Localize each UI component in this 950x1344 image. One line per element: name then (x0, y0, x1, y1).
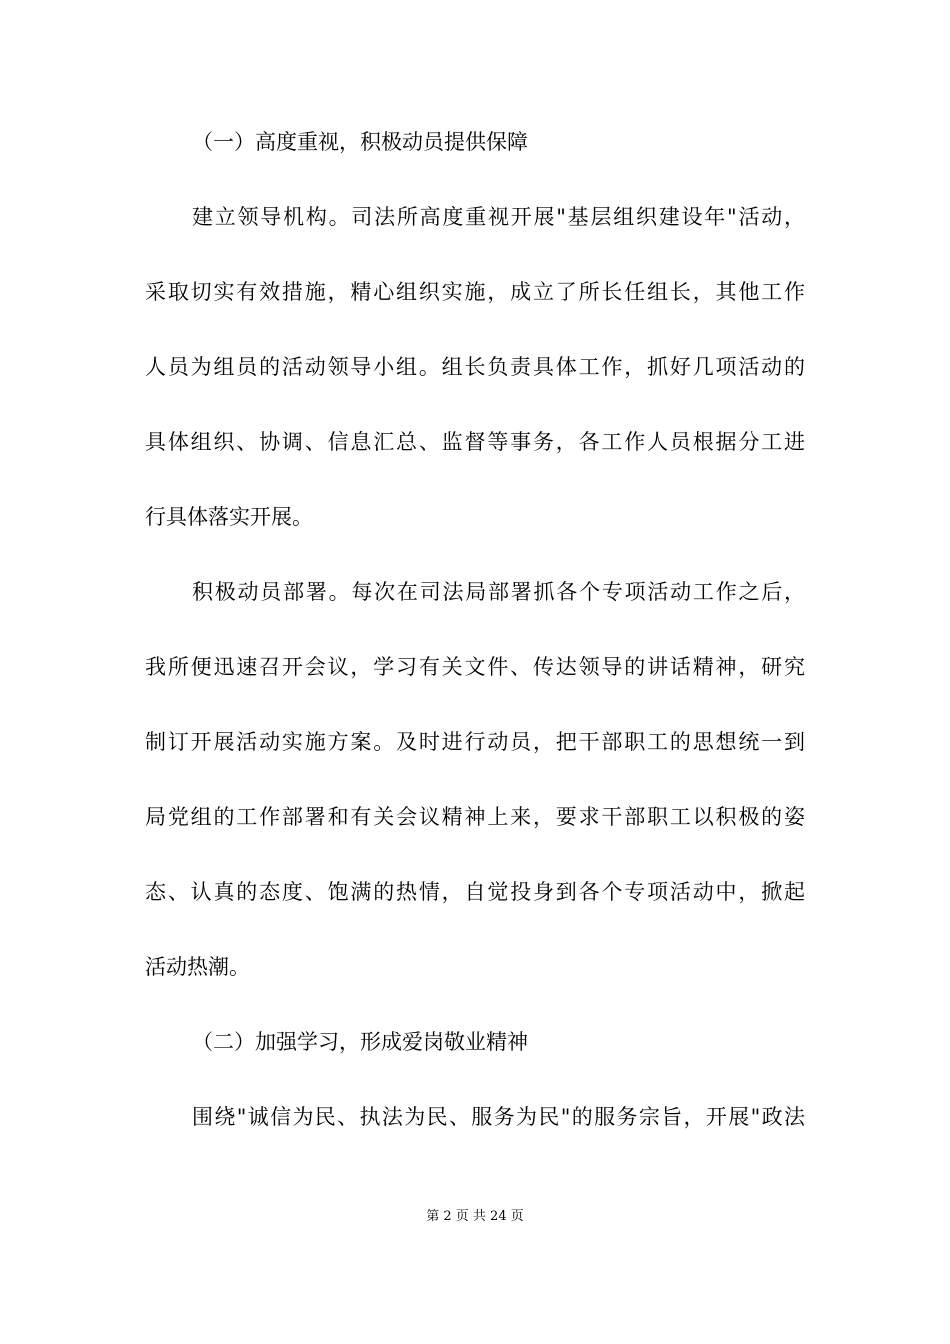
section-heading-2: （二）加强学习，形成爱岗敬业精神 (192, 1030, 528, 1054)
paragraph-2-line-6: 活动热潮。 (145, 955, 250, 979)
paragraph-2-line-2: 我所便迅速召开会议，学习有关文件、传达领导的讲话精神，研究 (145, 655, 805, 679)
paragraph-2-line-3: 制订开展活动实施方案。及时进行动员，把干部职工的思想统一到 (145, 730, 805, 754)
document-body (145, 130, 805, 1130)
paragraph-1-line-3: 人员为组员的活动领导小组。组长负责具体工作，抓好几项活动的 (145, 355, 805, 379)
paragraph-2-line-5: 态、认真的态度、饱满的热情，自觉投身到各个专项活动中，掀起 (145, 880, 805, 904)
page-number-label: 第 2 页 共 24 页 (426, 1209, 524, 1224)
paragraph-1-line-2: 采取切实有效措施，精心组织实施，成立了所长任组长，其他工作 (145, 280, 805, 304)
paragraph-1-line-1: 建立领导机构。司法所高度重视开展"基层组织建设年"活动， (192, 205, 805, 229)
paragraph-3-line-1: 围绕"诚信为民、执法为民、服务为民"的服务宗旨，开展"政法 (192, 1105, 805, 1129)
paragraph-2-line-1: 积极动员部署。每次在司法局部署抓各个专项活动工作之后， (192, 580, 805, 604)
paragraph-2-line-4: 局党组的工作部署和有关会议精神上来，要求干部职工以积极的姿 (145, 805, 805, 829)
section-heading-1: （一）高度重视，积极动员提供保障 (192, 130, 528, 154)
paragraph-1-line-4: 具体组织、协调、信息汇总、监督等事务，各工作人员根据分工进 (145, 430, 805, 454)
paragraph-1-line-5: 行具体落实开展。 (145, 505, 313, 529)
page-footer (0, 1209, 950, 1225)
